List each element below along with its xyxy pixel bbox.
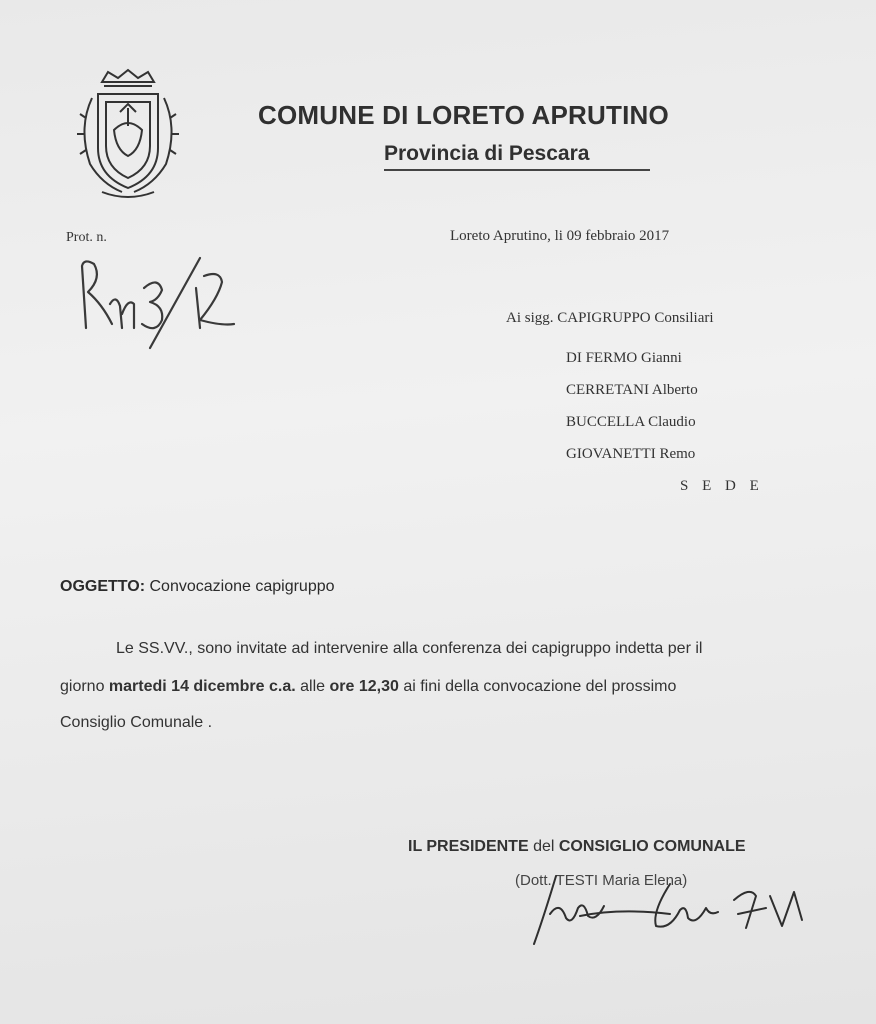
protocol-label: Prot. n. bbox=[66, 230, 107, 245]
body-text: ai fini della convocazione del prossimo bbox=[398, 678, 677, 695]
subject-text: Convocazione capigruppo bbox=[149, 578, 335, 595]
recipients-location: S E D E bbox=[680, 478, 764, 494]
body-line-2 bbox=[60, 678, 676, 696]
recipient-name: BUCCELLA Claudio bbox=[566, 414, 696, 430]
meeting-date: martedi 14 dicembre c.a. bbox=[108, 678, 296, 695]
body-text: alle bbox=[295, 678, 330, 695]
municipal-crest-icon bbox=[72, 68, 184, 202]
signatory-name: (Dott. TESTI Maria Elena) bbox=[515, 872, 688, 889]
recipients-heading: Ai sigg. CAPIGRUPPO Consiliari bbox=[506, 310, 714, 326]
body-text: giorno bbox=[60, 678, 109, 695]
signatory-title-part: del bbox=[533, 838, 555, 855]
date-line: Loreto Aprutino, li 09 febbraio 2017 bbox=[450, 228, 670, 244]
signatory-title bbox=[408, 838, 746, 856]
meeting-time: ore 12,30 bbox=[329, 678, 399, 695]
province-subtitle: Provincia di Pescara bbox=[384, 142, 590, 165]
handwritten-signature bbox=[520, 856, 820, 956]
recipient-name: DI FERMO Gianni bbox=[566, 350, 682, 366]
subject-label: OGGETTO: bbox=[60, 578, 146, 595]
handwritten-protocol-number bbox=[72, 244, 242, 354]
municipality-title: COMUNE DI LORETO APRUTINO bbox=[258, 100, 669, 130]
recipient-name: CERRETANI Alberto bbox=[566, 382, 698, 398]
subject-line bbox=[60, 578, 335, 596]
signatory-title-part: IL PRESIDENTE bbox=[408, 838, 534, 855]
body-line-3: Consiglio Comunale . bbox=[60, 714, 213, 731]
subtitle-underline bbox=[384, 169, 650, 171]
signatory-title-part: CONSIGLIO COMUNALE bbox=[554, 838, 746, 855]
recipient-name: GIOVANETTI Remo bbox=[566, 446, 696, 462]
body-line-1: Le SS.VV., sono invitate ad intervenire alla conferenza dei capigruppo indetta per il bbox=[116, 640, 703, 657]
